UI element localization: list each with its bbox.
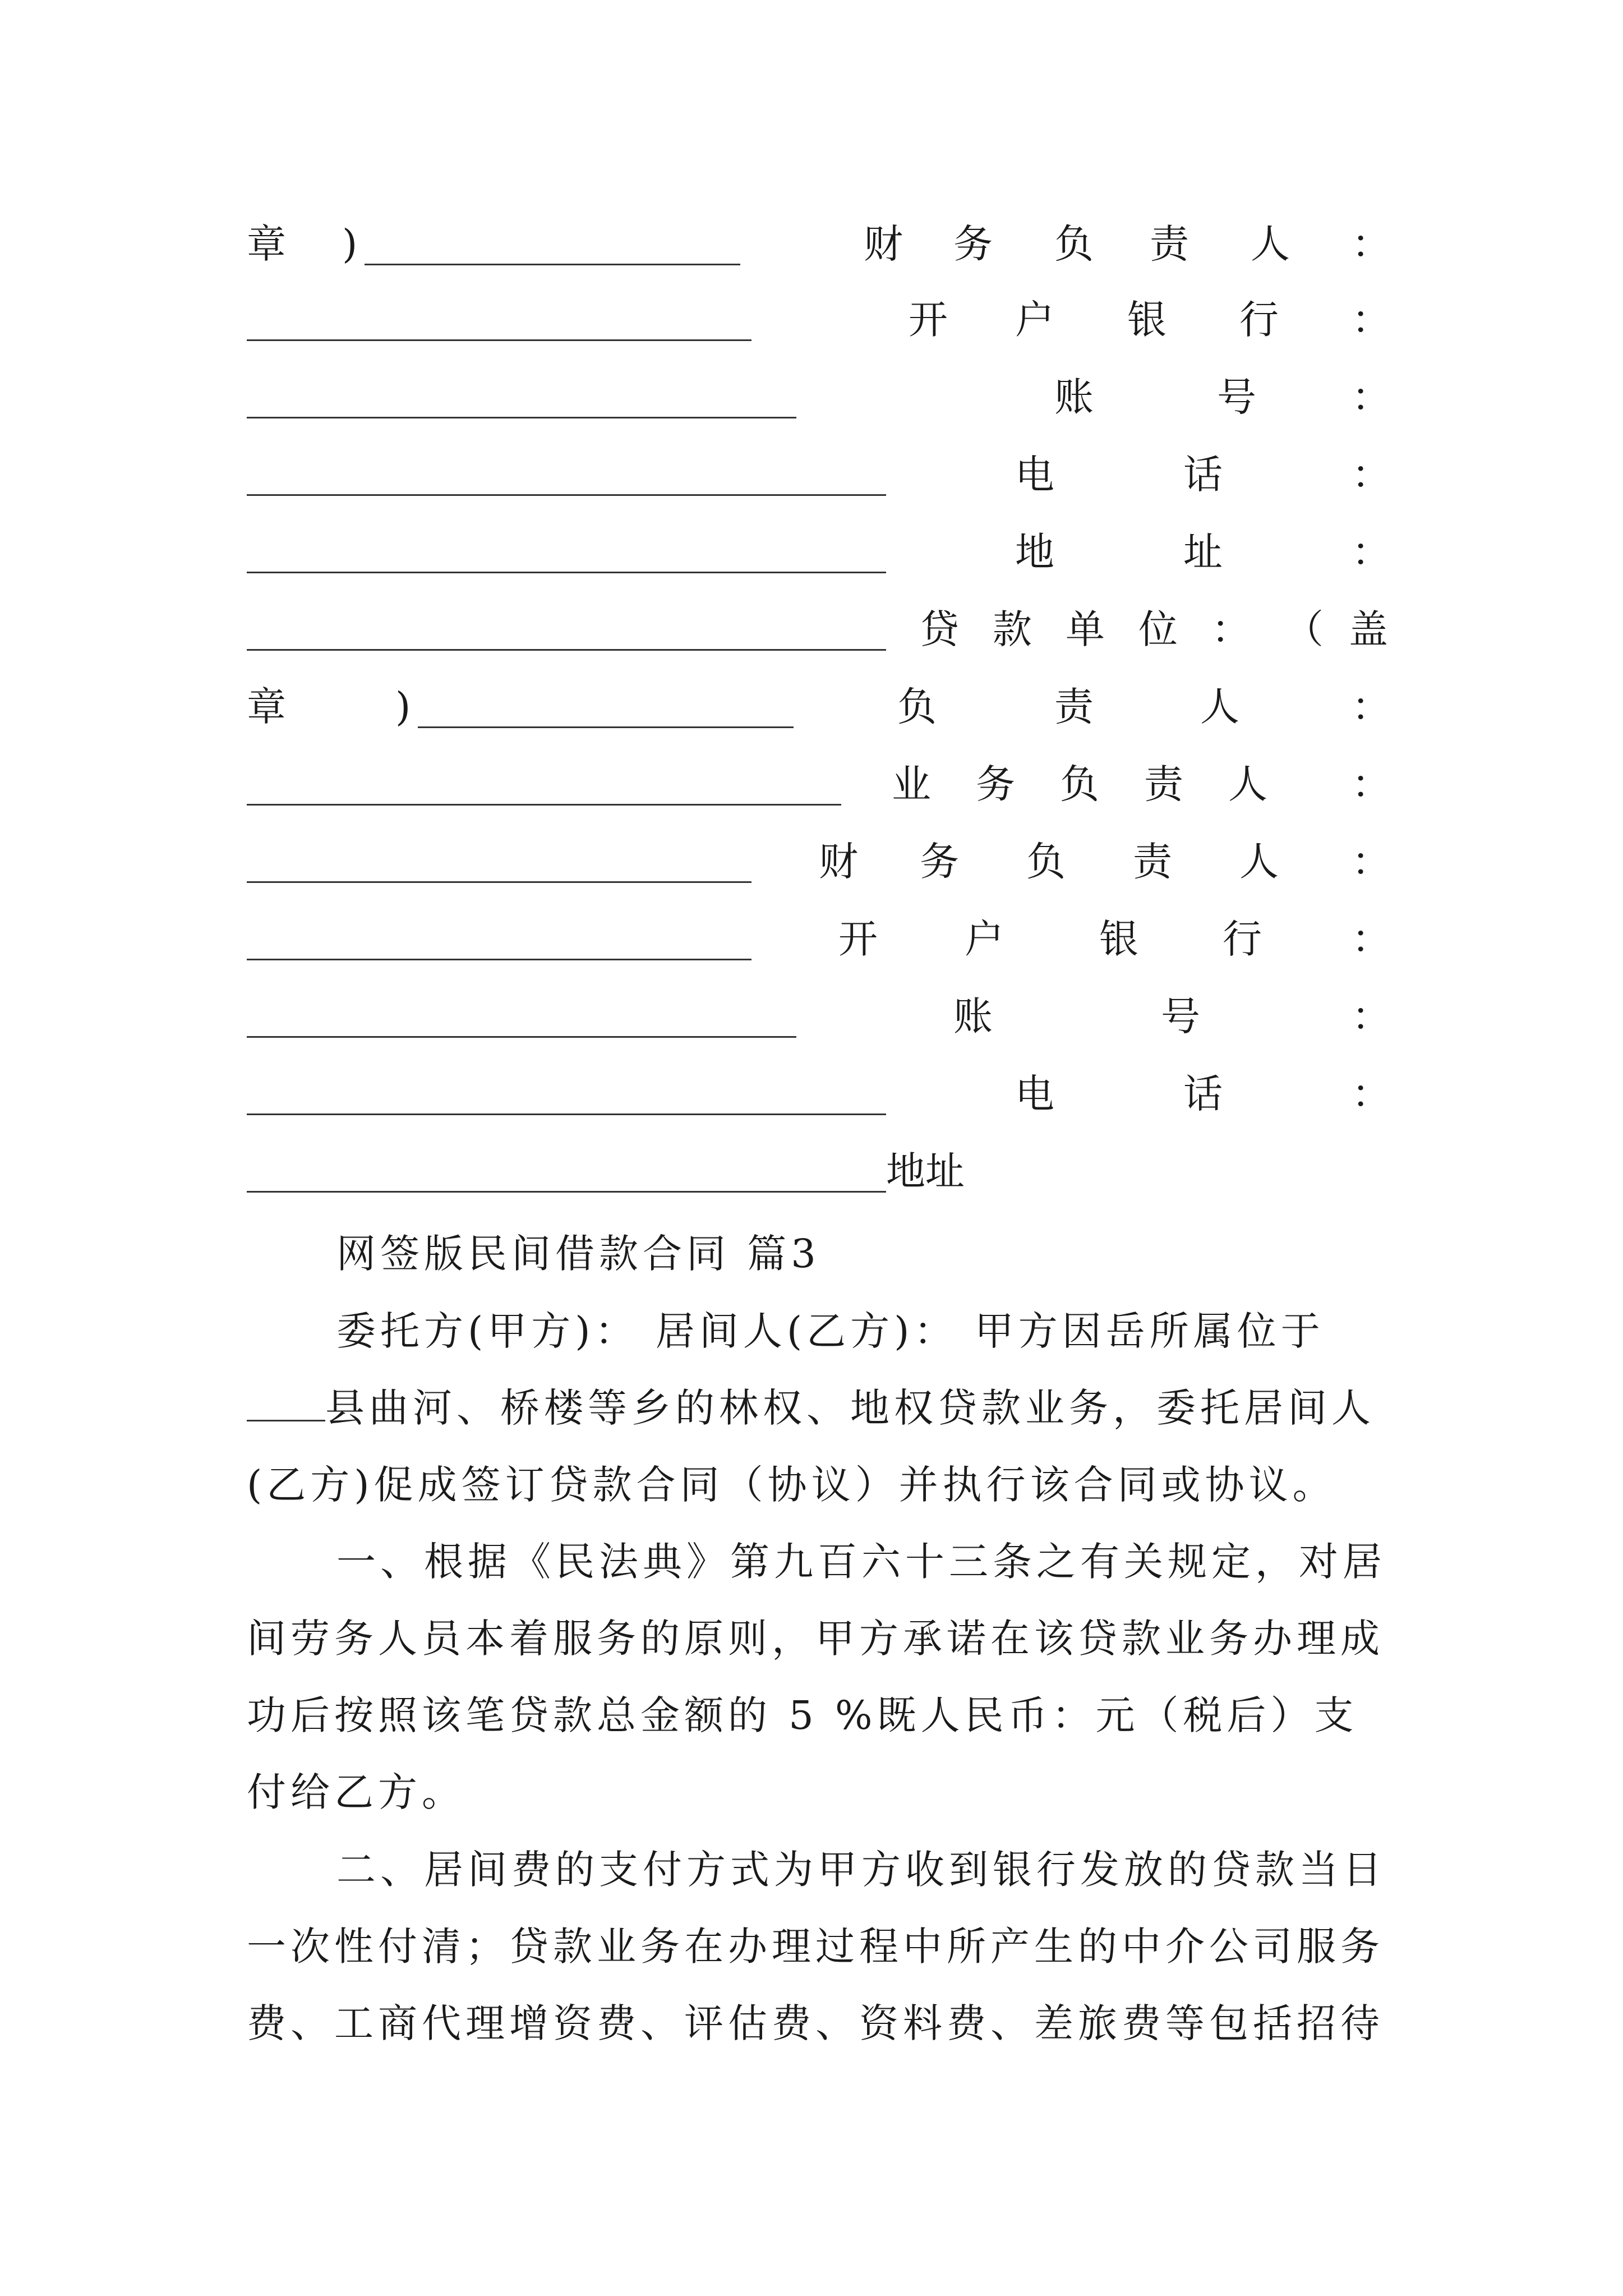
fill-line: [247, 1114, 886, 1115]
label-char: 行: [1239, 297, 1279, 343]
fill-line: [247, 494, 886, 496]
paren-close: ): [395, 684, 411, 730]
address-label: 地址: [886, 1148, 965, 1194]
label-char: 话: [1183, 1071, 1223, 1117]
label-char: （: [1284, 606, 1324, 652]
label-char: 人: [1239, 839, 1279, 885]
label-char: 责: [1054, 684, 1094, 730]
label-char: 账: [953, 993, 993, 1039]
stamp-char: 章: [247, 684, 286, 730]
sig-row-10: [247, 908, 1391, 970]
label-char: 务: [953, 221, 993, 267]
label-char: 户: [1015, 297, 1054, 343]
label-char: 电: [1015, 1071, 1054, 1117]
label-char: 务: [920, 839, 959, 885]
paragraph-3: 二、居间费的支付方式为甲方收到银行发放的贷款当日一次性付清；贷款业务在办理过程中所产生的中介公司服务费、工商代理增资费、评估费、资料费、差旅费等包括招待: [247, 1847, 1386, 2046]
colon: ：: [1352, 529, 1391, 575]
paragraph-2: 一、根据《民法典》第九百六十三条之有关规定，对居间劳务人员本着服务的原则，甲方承诺在该贷款业务办理成功后按照该笔贷款总金额的 5 %既人民币：元（税后）支付给乙方。: [247, 1539, 1386, 1815]
label-char: 责: [1150, 221, 1189, 267]
label-char: 负: [897, 684, 937, 730]
label-char: 负: [1026, 839, 1066, 885]
label-char: 盖: [1349, 606, 1388, 652]
colon: ：: [1352, 993, 1391, 1039]
colon: ：: [1352, 1071, 1391, 1117]
colon: ：: [1352, 839, 1391, 885]
label-char: 人: [1251, 221, 1290, 267]
fill-line: [247, 804, 841, 806]
colon: ：: [1352, 761, 1391, 807]
label-char: 责: [1144, 761, 1183, 807]
label-char: 贷: [920, 606, 959, 652]
label-char: 责: [1133, 839, 1172, 885]
label-char: 财: [819, 839, 858, 885]
paren-close: ): [342, 221, 358, 267]
label-char: 负: [1060, 761, 1099, 807]
label-char: 业: [892, 761, 931, 807]
label-char: 户: [965, 916, 1004, 962]
label-char: 负: [1054, 221, 1094, 267]
label-char: 务: [976, 761, 1015, 807]
fill-line: [247, 649, 886, 651]
fill-line: [247, 1036, 796, 1038]
fill-line: [247, 881, 751, 883]
sig-row-13: [247, 1140, 1391, 1202]
paragraph-1: [247, 1293, 1391, 1524]
sig-row-6: [247, 599, 1391, 660]
label-char: 财: [864, 221, 903, 267]
label-char: 开: [909, 297, 948, 343]
fill-line: [365, 264, 740, 265]
colon: ：: [1352, 916, 1391, 962]
label-char: 行: [1223, 916, 1262, 962]
paragraph-1-part-b: 县曲河、桥楼等乡的林权、地权贷款业务，委托居间人(乙方)促成签订贷款合同（协议）并执行该合同或协议。: [247, 1385, 1375, 1508]
section-heading: 网签版民间借款合同 篇3: [336, 1231, 820, 1277]
sig-row-8: [247, 753, 1391, 815]
fill-blank: [247, 1386, 325, 1421]
sig-row-11: [247, 986, 1391, 1047]
fill-line: [418, 726, 794, 728]
label-char: 单: [1066, 606, 1105, 652]
label-char: 址: [1183, 529, 1223, 575]
colon: ：: [1352, 221, 1391, 267]
fill-line: [247, 339, 751, 341]
label-char: 位: [1138, 606, 1178, 652]
sig-row-7: [247, 676, 1391, 738]
label-char: 人: [1200, 684, 1239, 730]
label-char: 号: [1217, 374, 1256, 420]
fill-line: [247, 572, 886, 573]
label-char: 款: [993, 606, 1032, 652]
label-char: 话: [1183, 452, 1223, 498]
label-char: 人: [1228, 761, 1267, 807]
sig-row-3: [247, 366, 1391, 428]
sig-row-12: [247, 1063, 1391, 1125]
label-char: 电: [1015, 452, 1054, 498]
sig-row-4: [247, 444, 1391, 505]
stamp-char: 章: [247, 221, 286, 267]
colon: ：: [1352, 297, 1391, 343]
sig-row-2: [247, 289, 1391, 351]
colon: ：: [1352, 684, 1391, 730]
label-char: 开: [838, 916, 878, 962]
colon: ：: [1352, 452, 1391, 498]
paragraph-1-part-a: 委托方(甲方)： 居间人(乙方)： 甲方因岳所属位于: [336, 1308, 1325, 1354]
label-char: 账: [1054, 374, 1094, 420]
label-char: 地: [1015, 529, 1054, 575]
sig-row-1: [247, 213, 1391, 275]
label-char: 银: [1099, 916, 1138, 962]
fill-line: [247, 1191, 886, 1193]
label-char: ：: [1211, 606, 1251, 652]
sig-row-5: [247, 521, 1391, 583]
label-char: 银: [1127, 297, 1166, 343]
colon: ：: [1352, 374, 1391, 420]
label-char: 号: [1161, 993, 1200, 1039]
fill-line: [247, 417, 796, 418]
fill-line: [247, 959, 751, 960]
sig-row-9: [247, 831, 1391, 892]
